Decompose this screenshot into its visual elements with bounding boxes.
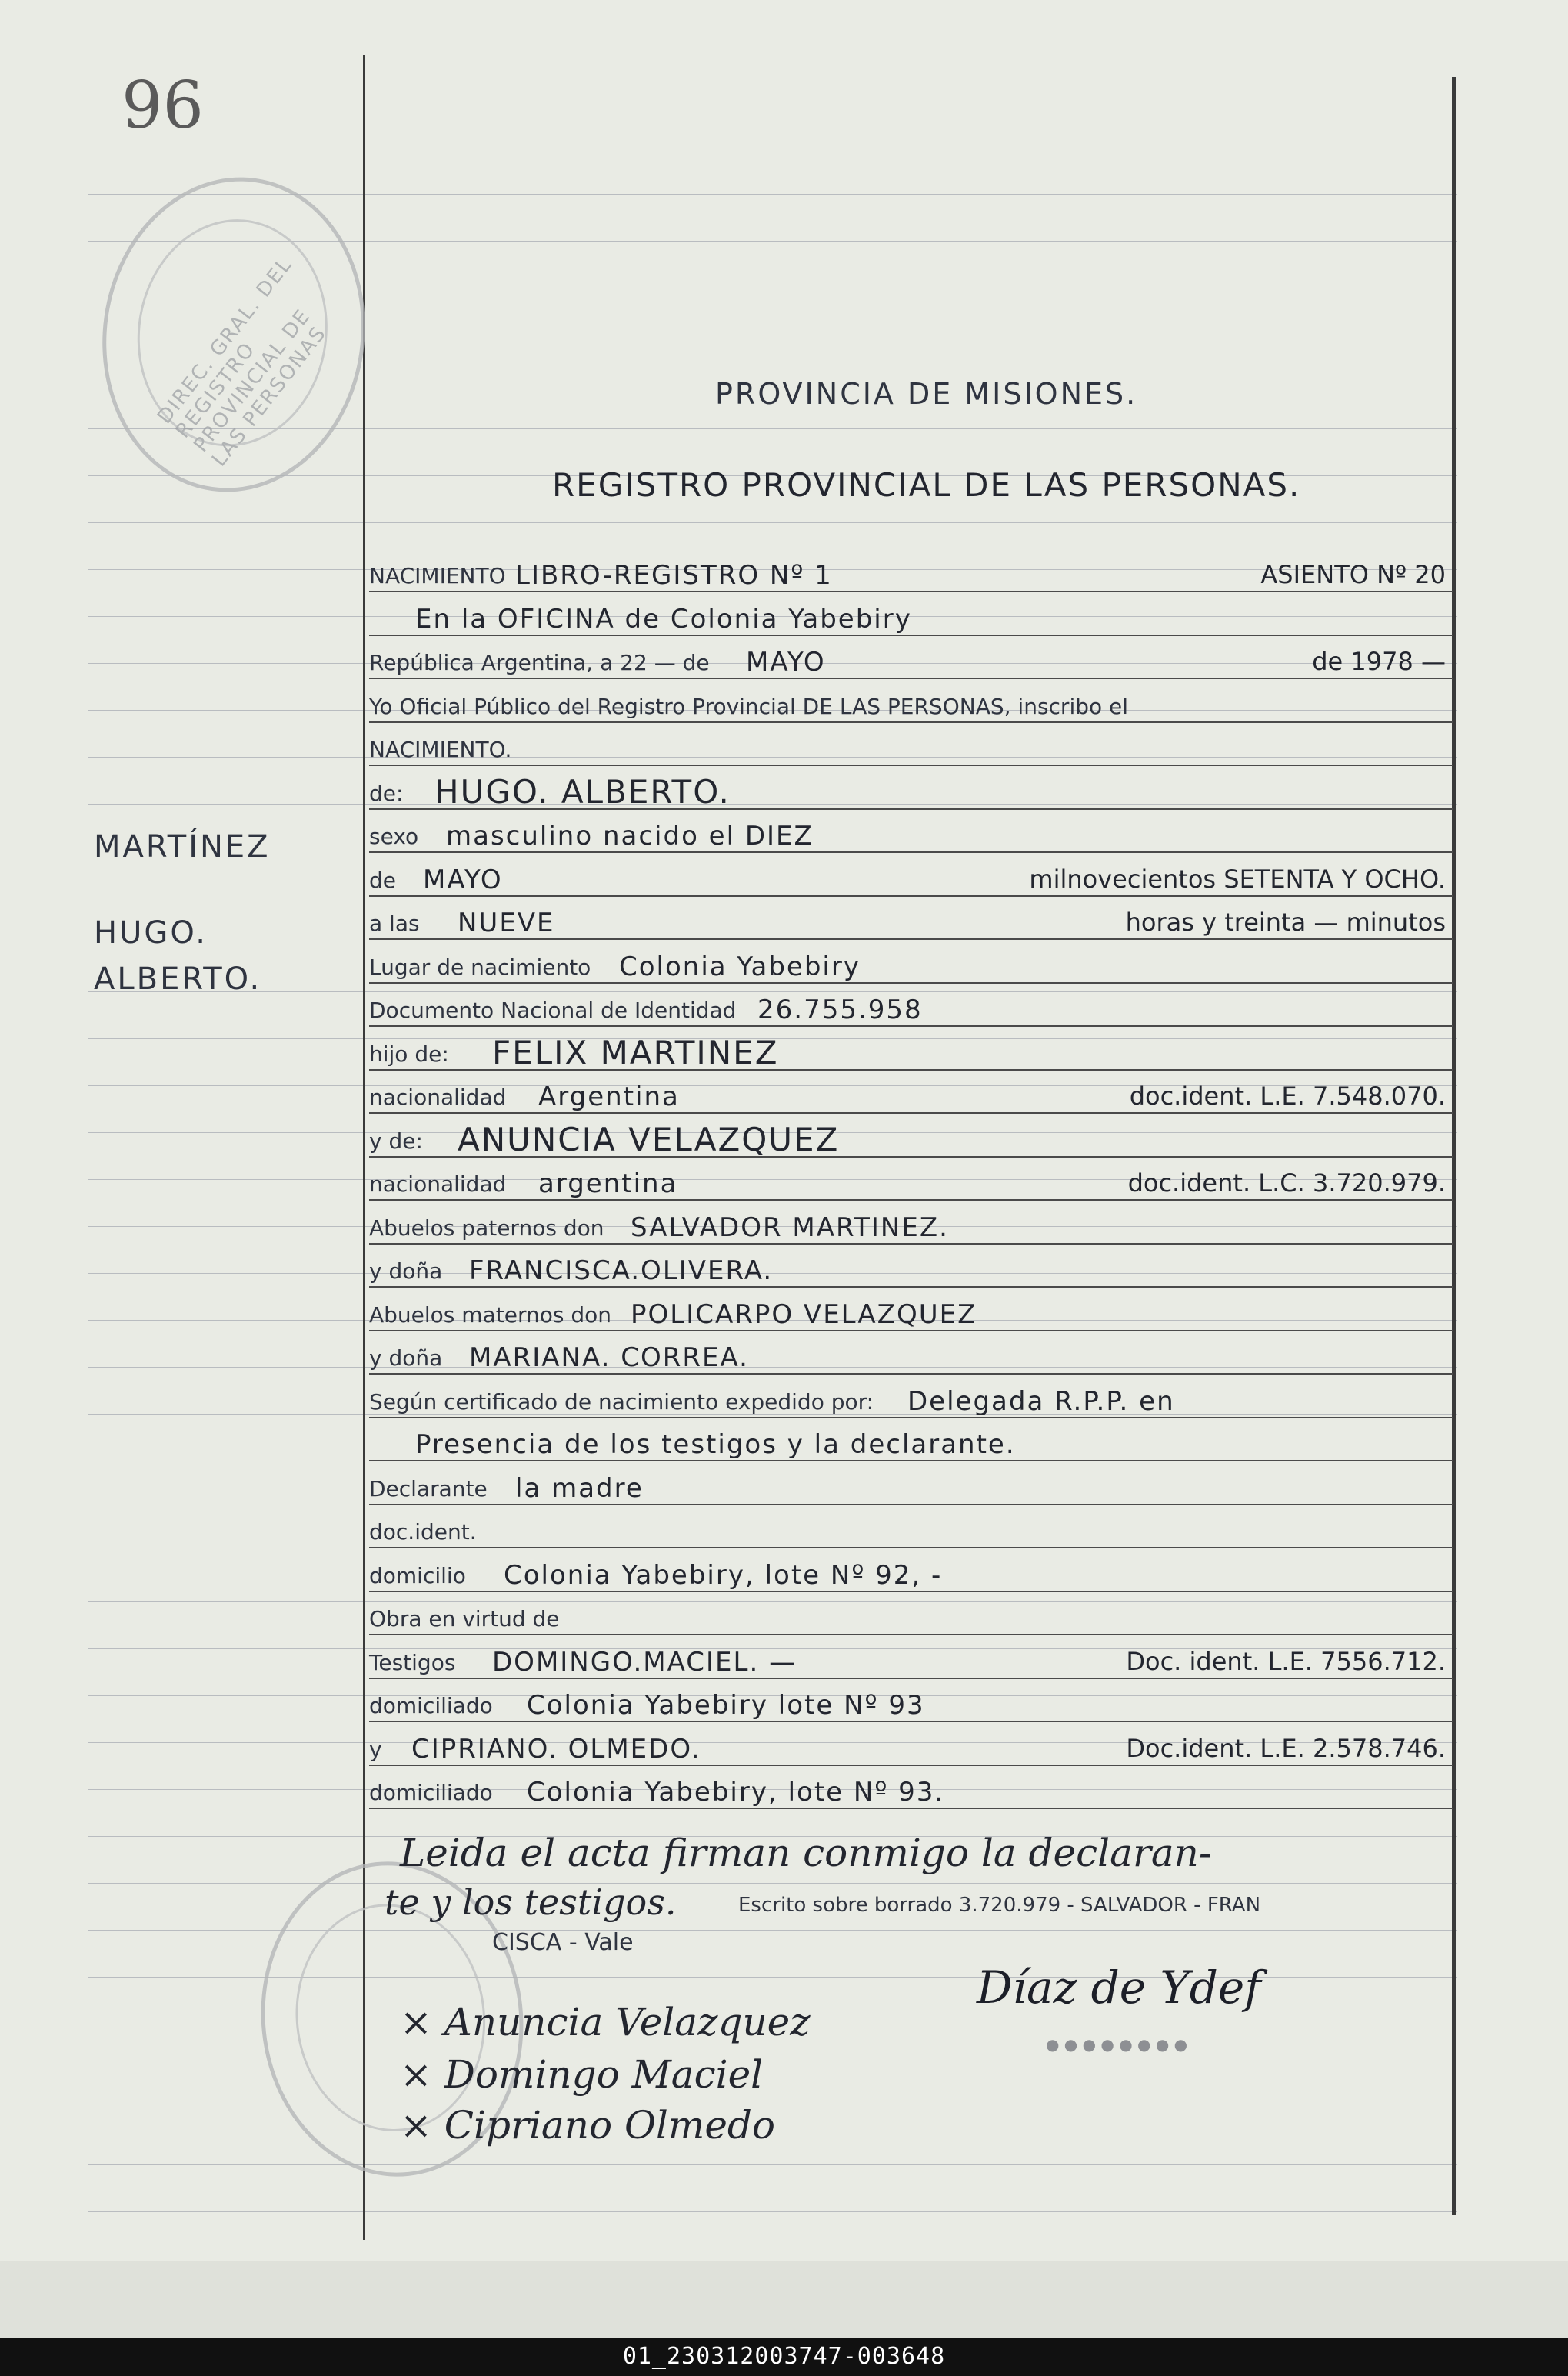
entry-row	[369, 990, 1453, 1033]
entry-value: MAYO	[746, 647, 826, 678]
entry-value: NUEVE	[458, 908, 555, 938]
entry-underline	[369, 721, 1453, 723]
ruled-line	[88, 2211, 1457, 2212]
entry-underline	[369, 1808, 1453, 1809]
entry-row	[369, 947, 1453, 990]
entry-label: domicilio	[369, 1562, 466, 1588]
entry-row	[369, 816, 1453, 859]
ruled-line	[88, 522, 1457, 523]
entry-label: Documento Nacional de Identidad	[369, 998, 737, 1023]
ruled-line	[88, 1883, 1457, 1884]
entry-value: masculino nacido el DIEZ	[446, 821, 814, 851]
entry-value: FRANCISCA.OLIVERA.	[469, 1255, 774, 1286]
entry-label: y doña	[369, 1345, 443, 1371]
entry-underline	[369, 635, 1453, 636]
entry-row	[369, 1338, 1453, 1381]
entry-label: Según certificado de nacimiento expedido por:	[369, 1388, 874, 1415]
margin-name-line2: ALBERTO.	[94, 961, 262, 997]
entry-row	[369, 1425, 1453, 1468]
entry-underline	[369, 1765, 1453, 1766]
entry-underline	[369, 1112, 1453, 1114]
entry-value: Colonia Yabebiry, lote Nº 93.	[527, 1777, 945, 1808]
entry-label: Abuelos maternos don	[369, 1301, 611, 1328]
entry-row	[369, 1555, 1453, 1598]
entry-underline	[369, 678, 1453, 679]
entry-value: DOMINGO.MACIEL. —	[492, 1646, 797, 1678]
entry-value: En la OFICINA de Colonia Yabebiry	[415, 603, 912, 635]
entry-label: Declarante	[369, 1475, 488, 1501]
ruled-line	[88, 2164, 1457, 2165]
entry-label: y doña	[369, 1258, 443, 1284]
entry-row	[369, 903, 1453, 946]
entry-row	[369, 1077, 1453, 1120]
entry-underline	[369, 938, 1453, 940]
entry-row	[369, 1208, 1453, 1251]
entry-label: Obra en virtud de	[369, 1606, 560, 1631]
entry-underline	[369, 1591, 1453, 1592]
seal-text: DIREC. GRAL. DEL REGISTRO PROVINCIAL DE LAS PERSONAS	[153, 252, 331, 472]
entry-value: Colonia Yabebiry	[619, 951, 861, 982]
entry-value: CIPRIANO. OLMEDO.	[411, 1733, 701, 1765]
entry-value: 26.755.958	[757, 995, 923, 1025]
entry-extra: de 1978 —	[1312, 647, 1446, 676]
entry-row	[369, 1121, 1453, 1164]
entry-underline	[369, 982, 1453, 984]
entry-label: de	[369, 867, 396, 893]
entry-row	[369, 599, 1453, 642]
entry-row	[369, 686, 1453, 729]
header-province: PROVINCIA DE MISIONES.	[715, 377, 1138, 411]
entry-label: doc.ident.	[369, 1519, 477, 1545]
entry-value: la madre	[515, 1472, 644, 1504]
entry-row	[369, 1295, 1453, 1338]
entry-row	[369, 1468, 1453, 1511]
entry-value: Presencia de los testigos y la declarante.	[415, 1429, 1016, 1460]
entry-value: FELIX MARTINEZ	[492, 1033, 779, 1071]
entry-extra: milnovecientos SETENTA Y OCHO.	[1029, 864, 1446, 894]
entry-row	[369, 1164, 1453, 1207]
signature-anuncia: × Anuncia Velazquez	[400, 2000, 811, 2044]
entry-value: Argentina	[538, 1081, 680, 1112]
entry-label: domiciliado	[369, 1693, 493, 1718]
entry-extra: Doc.ident. L.E. 2.578.746.	[1126, 1733, 1446, 1763]
entry-value: MAYO	[423, 864, 503, 895]
entry-label: NACIMIENTO	[369, 563, 506, 588]
entry-row	[369, 1381, 1453, 1425]
entry-row	[369, 1251, 1453, 1294]
registry-seal-top	[82, 160, 385, 508]
entry-row	[369, 642, 1453, 685]
entry-label: Yo Oficial Público del Registro Provincial DE LAS PERSONAS, inscribo el	[369, 693, 1129, 719]
entry-value: SALVADOR MARTINEZ.	[631, 1211, 949, 1243]
entry-label: Testigos	[369, 1649, 456, 1675]
closing-line2: te y los testigos.	[385, 1881, 677, 1923]
entry-underline	[369, 1721, 1453, 1722]
entry-label: Lugar de nacimiento	[369, 954, 591, 980]
official-signature-stamp: ● ● ● ● ● ● ● ●	[1046, 2035, 1188, 2054]
entry-underline	[369, 1547, 1453, 1548]
entry-row	[369, 860, 1453, 903]
entry-value: Colonia Yabebiry lote Nº 93	[527, 1690, 925, 1721]
entry-label: domiciliado	[369, 1780, 493, 1805]
entry-label: hijo de:	[369, 1041, 449, 1067]
official-signature: Díaz de Ydef	[977, 1961, 1261, 2014]
entry-row	[369, 1511, 1453, 1555]
entry-underline	[369, 1417, 1453, 1418]
entry-row	[369, 729, 1453, 772]
entry-extra: horas y treinta — minutos	[1125, 908, 1446, 937]
entry-label: y de:	[369, 1128, 423, 1154]
closing-line3: CISCA - Vale	[492, 1929, 634, 1956]
entry-value: LIBRO-REGISTRO Nº 1	[515, 560, 833, 591]
entry-label: República Argentina, a 22 — de	[369, 650, 710, 675]
entry-underline	[369, 1460, 1453, 1461]
entry-value: Delegada R.P.P. en	[907, 1385, 1175, 1417]
entry-value: ANUNCIA VELAZQUEZ	[458, 1120, 840, 1158]
entry-underline	[369, 1504, 1453, 1505]
entry-label: nacionalidad	[369, 1085, 507, 1110]
entry-label: sexo	[369, 824, 419, 849]
entry-label: nacionalidad	[369, 1171, 507, 1197]
entry-underline	[369, 895, 1453, 897]
entry-value: argentina	[538, 1168, 678, 1199]
entry-row	[369, 555, 1453, 598]
entry-underline	[369, 1678, 1453, 1679]
entry-value: POLICARPO VELAZQUEZ	[631, 1298, 977, 1330]
entry-extra: Doc. ident. L.E. 7556.712.	[1126, 1646, 1446, 1676]
entry-underline	[369, 1243, 1453, 1245]
entry-label: y	[369, 1736, 382, 1762]
entry-extra: doc.ident. L.E. 7.548.070.	[1129, 1081, 1446, 1111]
entry-label: a las	[369, 911, 420, 936]
entry-value: Colonia Yabebiry, lote Nº 92, -	[504, 1559, 943, 1591]
entry-extra: doc.ident. L.C. 3.720.979.	[1127, 1168, 1446, 1198]
entry-underline	[369, 1199, 1453, 1201]
page-number: 96	[122, 68, 204, 143]
closing-erasure-note: Escrito sobre borrado 3.720.979 - SALVADOR - FRAN	[738, 1894, 1261, 1917]
entry-row	[369, 1729, 1453, 1772]
entry-row	[369, 1034, 1453, 1077]
entry-underline	[369, 591, 1453, 592]
entry-row	[369, 1642, 1453, 1685]
signature-domingo: × Domingo Maciel	[400, 2052, 764, 2097]
header-registry: REGISTRO PROVINCIAL DE LAS PERSONAS.	[552, 466, 1301, 504]
entry-underline	[369, 765, 1453, 766]
entry-value: MARIANA. CORREA.	[469, 1342, 749, 1373]
entry-underline	[369, 1330, 1453, 1331]
margin-surname: MARTÍNEZ	[94, 829, 271, 865]
entry-value: HUGO. ALBERTO.	[434, 772, 731, 811]
entry-label: NACIMIENTO.	[369, 737, 512, 762]
entry-row	[369, 773, 1453, 816]
file-id: 01_230312003747-003648	[622, 2343, 946, 2370]
entry-row	[369, 1772, 1453, 1815]
entry-label: de:	[369, 780, 404, 806]
entry-label: Abuelos paternos don	[369, 1215, 604, 1241]
entry-underline	[369, 1286, 1453, 1288]
margin-name-line1: HUGO.	[94, 915, 208, 951]
entry-extra: ASIENTO Nº 20	[1260, 560, 1446, 589]
page-bottom-edge	[0, 2261, 1568, 2338]
entry-row	[369, 1598, 1453, 1641]
entry-underline	[369, 1634, 1453, 1635]
signature-cipriano: × Cipriano Olmedo	[400, 2103, 776, 2148]
entry-underline	[369, 1373, 1453, 1375]
entry-row	[369, 1685, 1453, 1728]
closing-line1: Leida el acta firman conmigo la declaran-	[400, 1831, 1212, 1875]
entry-underline	[369, 1025, 1453, 1027]
entry-underline	[369, 851, 1453, 853]
